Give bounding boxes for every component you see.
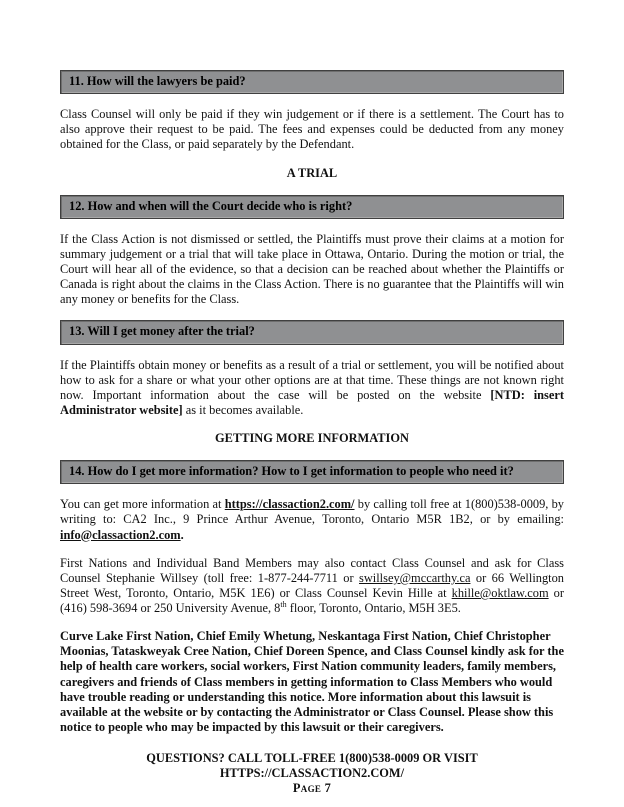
ordinal-superscript: th [280,599,287,609]
class-counsel-text-middle: or 66 Wellington Street West, Toronto, Ontario, M5K 1E6) or Class Counsel Kevin Hille at [60,570,564,600]
question-11-header-bar [60,70,564,94]
document-content [60,70,564,796]
question-13-body [60,358,564,419]
question-14-title: 14. How do I get more information? How to I get information to people who need it? [69,464,514,479]
class-counsel-text: First Nations and Individual Band Members may also contact Class Counsel and ask for Class Counsel Stephanie Willsey (toll free: 1-877-244-7711 or [60,555,564,585]
swillsey-email-link[interactable]: swillsey@mccarthy.ca [359,570,471,585]
footer-website-line: HTTPS://CLASSACTION2.COM/ [219,766,405,781]
footer-questions-line: QUESTIONS? CALL TOLL-FREE 1(800)538-0009 OR VISIT [146,751,478,765]
more-info-text-end: . [180,527,184,542]
page-footer [60,751,564,796]
question-11-body: Class Counsel will only be paid if they win judgement or if there is a settlement. The Court has to also approve their request to be paid. The fees and expenses could be deducted from any money obtained for the Class, or paid separately by the Defendant. [60,107,564,152]
question-12-header-bar [60,195,564,219]
question-12-title: 12. How and when will the Court decide who is right? [69,198,353,213]
question-13-header-bar [60,320,564,344]
question-14-paragraph-2 [60,556,564,617]
classaction2-website-link[interactable]: https://classaction2.com/ [224,497,355,512]
more-info-text-middle: by calling toll free at 1(800)538-0009, by writing to: CA2 Inc., 9 Prince Arthur Avenue, Toronto, Ontario M5R 1B2, or by emailing: [60,497,564,527]
question-13-body-text: If the Plaintiffs obtain money or benefits as a result of a trial or settlement, you will be notified about how to ask for a share or what your other options are at that time. These things are not known right now. Important information about the case will be posted on the website [60,357,564,402]
trial-section-heading: A TRIAL [286,165,338,180]
class-counsel-text-address: or (416) 598-3694 or 250 University Avenue, 8 [60,585,564,615]
question-13-title: 13. Will I get money after the trial? [69,324,255,339]
khille-email-link[interactable]: khille@oktlaw.com [451,585,549,600]
community-appeal-paragraph: Curve Lake First Nation, Chief Emily Whetung, Neskantaga First Nation, Chief Christopher Moonias, Tataskweyak Cree Nation, Chief Doreen Spence, and Class Counsel kindly ask for the help of health care workers, social workers, First Nation community leaders, family members, caregivers and friends of Class members in getting information to Class Members who would have trouble reading or understanding this notice. More information about this lawsuit is available at the website or by contacting the Administrator or Class Counsel. Please show this notice to people who may be impacted by this lawsuit or their caregivers. [60,629,564,734]
class-counsel-text-end: floor, Toronto, Ontario, M5H 3E5. [286,601,461,615]
question-14-header-bar [60,460,564,484]
info-email-link[interactable]: info@classaction2.com [60,527,181,542]
question-11-title: 11. How will the lawyers be paid? [69,74,246,88]
ntd-placeholder-note: [NTD: insert Administrator website] [60,387,564,417]
question-14-paragraph-1 [60,497,564,542]
getting-more-information-heading: GETTING MORE INFORMATION [215,431,409,445]
more-info-text: You can get more information at [60,497,225,512]
question-12-body: If the Class Action is not dismissed or settled, the Plaintiffs must prove their claims at a motion for summary judgement or a trial that will take place in Ottawa, Ontario. During the motion or trial, the Court will hear all of the evidence, so that a decision can be reached about whether the Plaintiffs or Canada is right about the claims in the Class Action. There is no guarantee that the Plaintiffs will win any money or benefits for the Class. [60,231,564,307]
page-number: Page 7 [292,781,332,796]
question-13-body-text-end: as it becomes available. [182,402,304,417]
